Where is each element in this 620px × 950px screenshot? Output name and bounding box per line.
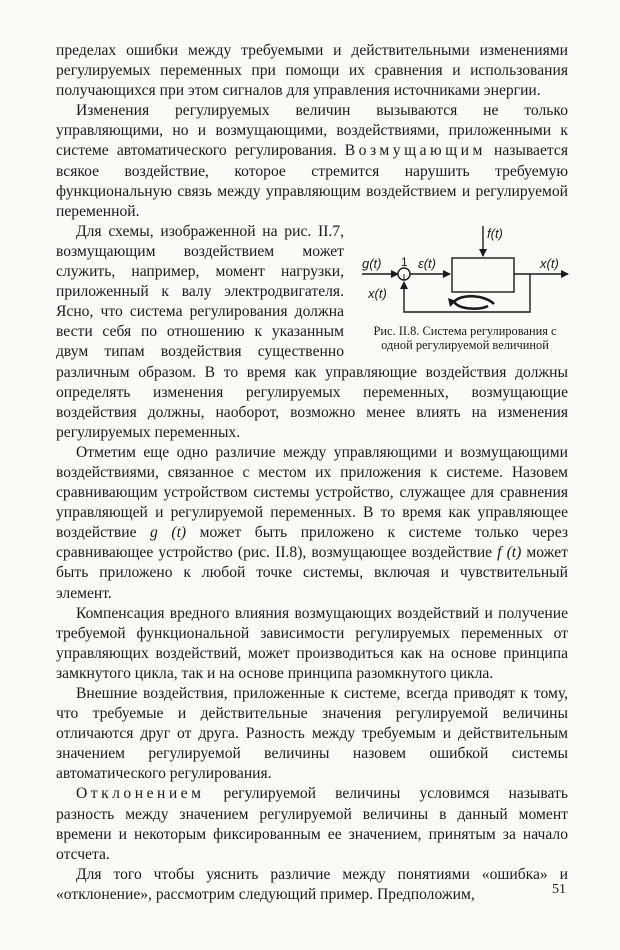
figure-caption: Рис. II.8. Система регулирования с одной регулируемой величиной <box>373 323 557 352</box>
paragraph-8: Для того чтобы уяснить различие между понятиями «ошибка» и «отклонение», рассмотрим следующий пример. Предположим, <box>56 865 568 903</box>
loop-direction-arrow <box>454 296 494 308</box>
var-g: g (t) <box>150 524 187 542</box>
paragraph-2-intro: Изменения регулируемых величин вызываются не только управляющими, но и возмущающими, воздействиями, приложенными к системе автоматического регулирования. <box>56 102 568 160</box>
label-x-out: x(t) <box>540 255 559 271</box>
paragraph-4-mid: может быть приложено к системе только через сравнивающее устройство (рис. II.8), возмущающее воздействие <box>56 524 568 562</box>
label-eps: ε(t) <box>418 255 436 271</box>
paragraph-5: Компенсация вредного влияния возмущающих воздействий и получение требуемой функциональной зависимости регулируемых переменных от управляющих воздействий, может производиться как на основе принципа замкнутого цикла, так и на основе принципа разомкнутого цикла. <box>56 604 568 682</box>
feedback-path <box>404 274 530 312</box>
paragraph-4-start: Отметим еще одно различие между управляющими и возмущающими воздействиями, связанное с местом их приложения к системе. Назовем сравнивающим устройством системы устройство, служащее для сравнения управляющей и регулируемой переменных. В то время как управляющее воздействие <box>56 443 568 542</box>
term-deviation: Отклонением <box>76 785 205 803</box>
label-f: f(t) <box>487 225 503 241</box>
label-x-fb: x(t) <box>368 285 387 301</box>
figure-ii-8 <box>356 222 574 352</box>
paragraph-7-rest: регулируемой величины условимся называть разность между значением регулируемой величины в данный момент времени и некоторым фиксированным ее значением, принятым за начало отсчета. <box>56 785 568 863</box>
paragraph-2 <box>56 101 568 222</box>
plant-block <box>452 258 514 292</box>
paragraph-1: пределах ошибки между требуемыми и действительными изменениями регулируемых переменных при помощи их сравнения и использования получающихся при этом сигналов для управления источниками энергии. <box>56 42 568 100</box>
block-diagram <box>356 222 574 322</box>
paragraph-3: Для схемы, изображенной на рис. II.7, возмущающим воздействием может служить, например, момент нагрузки, приложенный к валу электродвигателя. Ясно, что система регулирования должна вести себя по отношению к указанным двум типам воздействия существенно различным образом. В то время как управляющие воздействия должны определять изменения регулируемых переменных, возмущающие воздействия должны, наоборот, возможно менее влиять на изменения регулируемых переменных. <box>56 222 568 441</box>
paragraph-4 <box>56 443 568 604</box>
term-disturbing: Возмущающим <box>344 142 486 160</box>
label-node: 1 <box>401 254 408 269</box>
var-f: f (t) <box>497 544 522 562</box>
label-g: g(t) <box>362 255 382 271</box>
body-text <box>56 41 568 905</box>
page-number: 51 <box>552 882 566 897</box>
paragraph-4-end: может быть приложено к любой точке системы, включая и чувствительный элемент. <box>56 544 568 602</box>
paragraph-2-rest: называется всякое воздействие, которое стремится нарушить требуемую функциональную связь между управляющим воздействием и регулируемой переменной. <box>56 142 569 220</box>
paragraph-6: Внешние воздействия, приложенные к системе, всегда приводят к тому, что требуемые и действительные значения регулируемой величины отличаются друг от друга. Разность между требуемым и действительным значением регулируемой величины назовем ошибкой системы автоматического регулирования. <box>56 685 568 783</box>
paragraph-7 <box>56 784 568 864</box>
